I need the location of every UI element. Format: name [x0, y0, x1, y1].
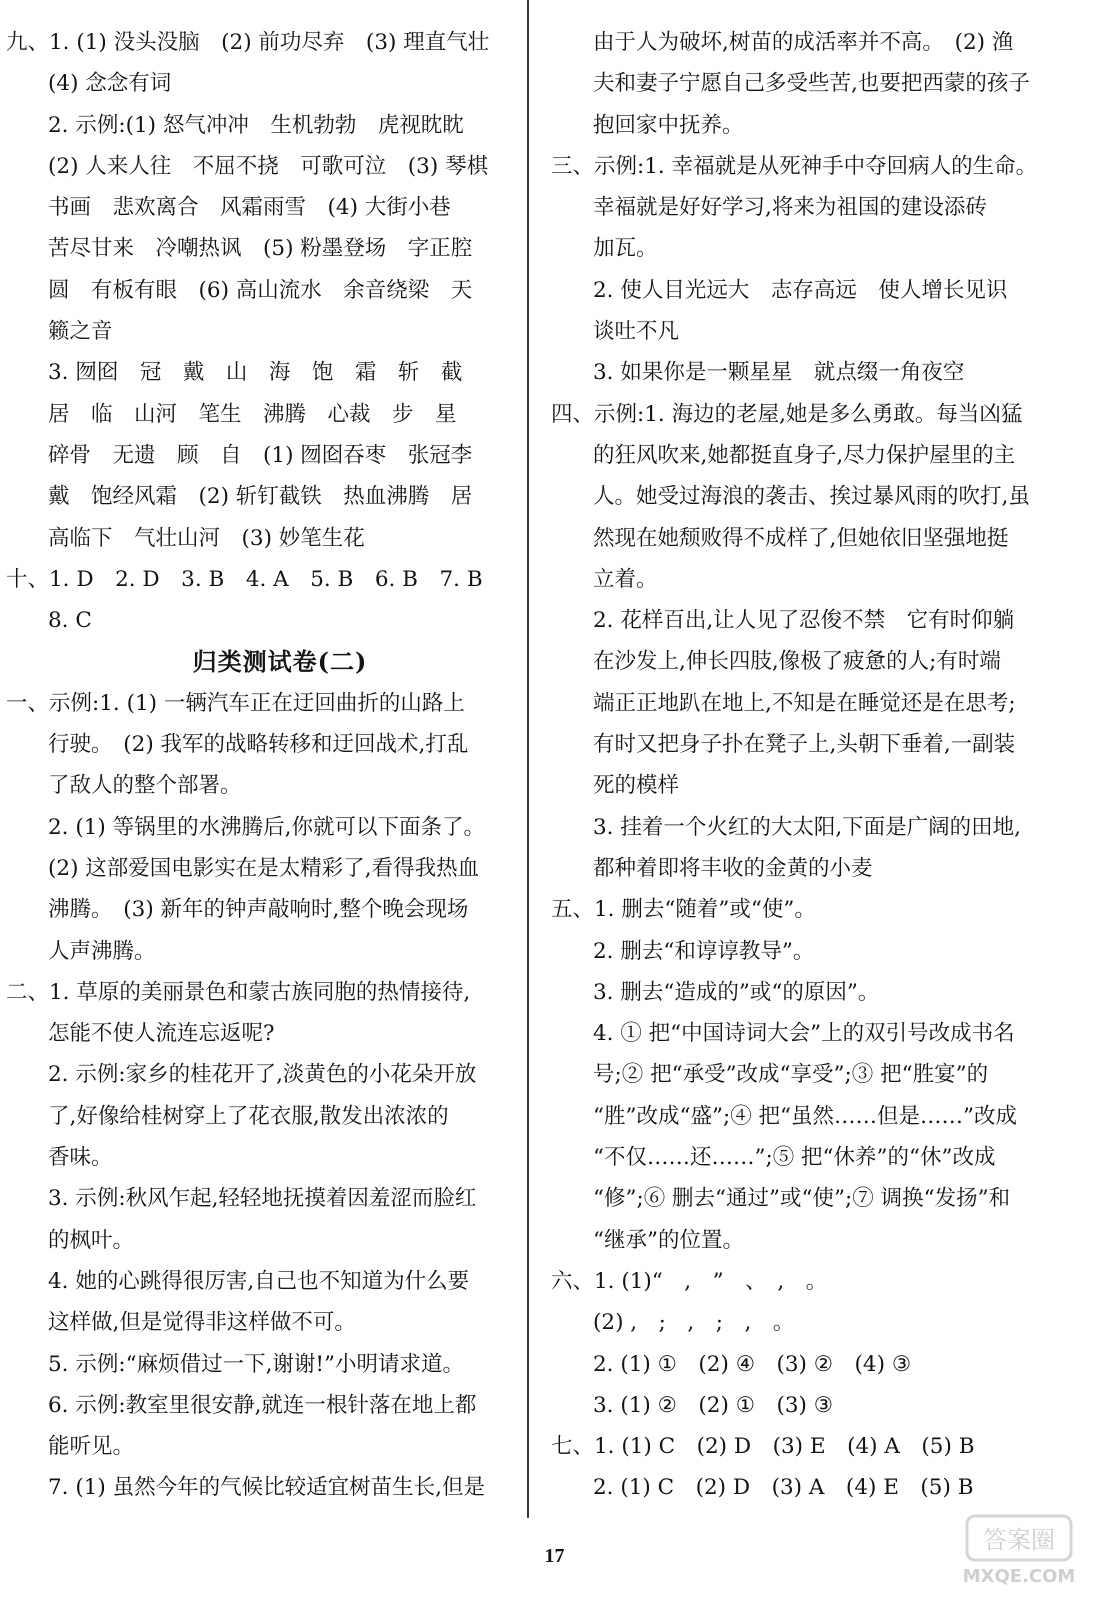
left-answer-line: 2. 示例:(1) 怒气冲冲 生机勃勃 虎视眈眈: [48, 112, 464, 138]
left-answer-line: 人声沸腾。: [48, 938, 156, 964]
right-answer-line: (2) , ; , ; , 。: [593, 1310, 795, 1336]
left-answer-line: 戴 饱经风霜 (2) 斩钉截铁 热血沸腾 居: [48, 484, 473, 510]
right-answer-line: 四、示例:1. 海边的老屋,她是多么勇敢。每当凶猛: [551, 401, 1023, 427]
left-answer-line: 九、1. (1) 没头没脑 (2) 前功尽弃 (3) 理直气壮: [6, 30, 490, 55]
watermark-logo: [963, 1510, 1075, 1590]
right-answer-line: 2. 花样百出,让人见了忍俊不禁 它有时仰躺: [593, 608, 1015, 634]
right-answer-line: 有时又把身子扑在凳子上,头朝下垂着,一副装: [593, 732, 1016, 758]
right-answer-line: 五、1. 删去“随着”或“使”。: [551, 897, 816, 923]
right-answer-line: 立着。: [593, 566, 658, 592]
left-answer-line: 碎骨 无遗 顾 自 (1) 囫囵吞枣 张冠李: [48, 442, 473, 468]
left-answer-line: 这样做,但是觉得非这样做不可。: [48, 1310, 356, 1336]
left-answer-line: 5. 示例:“麻烦借过一下,谢谢!”小明请求道。: [48, 1351, 465, 1377]
right-answer-line: 3. 如果你是一颗星星 就点缀一角夜空: [593, 360, 965, 386]
right-answer-line: 4. ① 把“中国诗词大会”上的双引号改成书名: [593, 1021, 1015, 1047]
left-answer-line: 4. 她的心跳得很厉害,自己也不知道为什么要: [48, 1268, 470, 1294]
left-column: [0, 22, 520, 1509]
right-answer-line: 的狂风吹来,她都挺直身子,尽力保护屋里的主: [593, 442, 1016, 468]
right-answer-line: 3. (1) ② (2) ① (3) ③: [593, 1392, 834, 1418]
page-number: 17: [544, 1545, 565, 1567]
left-answer-line: 行驶。 (2) 我军的战略转移和迂回战术,打乱: [48, 732, 469, 758]
right-answer-line: 幸福就是好好学习,将来为祖国的建设添砖: [593, 195, 987, 221]
left-answer-line: 十、1. D 2. D 3. B 4. A 5. B 6. B 7. B: [6, 566, 483, 592]
right-answer-line: 夫和妻子宁愿自己多受些苦,也要把西蒙的孩子: [593, 71, 1030, 97]
right-answer-line: 3. 删去“造成的”或“的原因”。: [593, 979, 880, 1005]
right-answer-line: 2. 删去“和谆谆教导”。: [593, 938, 815, 964]
right-answer-line: 谈吐不凡: [593, 319, 680, 345]
left-answer-line: 沸腾。 (3) 新年的钟声敲响时,整个晚会现场: [48, 897, 469, 923]
left-answer-line: 二、1. 草原的美丽景色和蒙古族同胞的热情接待,: [6, 979, 471, 1005]
column-divider: [527, 0, 529, 1518]
left-answer-line: 高临下 气壮山河 (3) 妙笔生花: [48, 525, 365, 551]
right-answer-line: 死的模样: [593, 773, 680, 799]
right-answer-line: 七、1. (1) C (2) D (3) E (4) A (5) B: [551, 1434, 975, 1460]
right-answer-line: “继承”的位置。: [593, 1227, 744, 1253]
left-answer-line: 8. C: [48, 608, 92, 634]
right-answer-line: 三、示例:1. 幸福就是从死神手中夺回病人的生命。: [551, 153, 1038, 179]
left-answer-line: 3. 囫囵 冠 戴 山 海 饱 霜 斩 截: [48, 360, 463, 386]
left-answer-line: (2) 人来人往 不屈不挠 可歌可泣 (3) 琴棋: [48, 153, 489, 179]
left-answer-line: (2) 这部爱国电影实在是太精彩了,看得我热血: [48, 855, 480, 881]
left-answer-line: 苦尽甘来 冷嘲热讽 (5) 粉墨登场 字正腔: [48, 236, 473, 262]
right-answer-line: 2. 使人目光远大 志存高远 使人增长见识: [593, 277, 1008, 303]
right-answer-line: “胜”改成“盛”;④ 把“虽然……但是……”改成: [593, 1103, 1018, 1129]
left-answer-line: 6. 示例:教室里很安静,就连一根针落在地上都: [48, 1392, 477, 1418]
right-answer-line: 由于人为破坏,树苗的成活率并不高。 (2) 渔: [593, 30, 1014, 55]
watermark-url: MXQE.COM: [963, 1566, 1075, 1587]
left-answer-line: 了敌人的整个部署。: [48, 773, 242, 799]
left-answer-line: 居 临 山河 笔生 沸腾 心裁 步 星: [48, 401, 457, 427]
section-heading: 归类测试卷(二): [192, 647, 368, 677]
right-answer-line: “修”;⑥ 删去“通过”或“使”;⑦ 调换“发扬”和: [593, 1186, 1011, 1212]
left-answer-line: 3. 示例:秋风乍起,轻轻地抚摸着因羞涩而脸红: [48, 1186, 477, 1212]
left-answer-line: 了,好像给桂树穿上了花衣服,散发出浓浓的: [48, 1103, 449, 1129]
left-answer-line: 怎能不使人流连忘返呢?: [48, 1021, 275, 1047]
left-answer-line: 籁之音: [48, 319, 113, 345]
left-answer-line: 2. (1) 等锅里的水沸腾后,你就可以下面条了。: [48, 814, 485, 840]
right-answer-line: 端正正地趴在地上,不知是在睡觉还是在思考;: [593, 690, 1016, 716]
left-answer-line: 书画 悲欢离合 风霜雨雪 (4) 大街小巷: [48, 195, 451, 221]
right-answer-line: 六、1. (1)“ , ” 、 , 。: [551, 1268, 828, 1294]
right-answer-line: 人。她受过海浪的袭击、挨过暴风雨的吹打,虽: [593, 484, 1030, 510]
right-answer-line: 2. (1) ① (2) ④ (3) ② (4) ③: [593, 1351, 912, 1377]
right-answer-line: 抱回家中抚养。: [593, 112, 744, 138]
right-answer-line: 号;② 把“承受”改成“享受”;③ 把“胜宴”的: [593, 1062, 989, 1088]
right-answer-line: 2. (1) C (2) D (3) A (4) E (5) B: [593, 1475, 974, 1501]
left-answer-line: (4) 念念有词: [48, 71, 172, 97]
left-answer-line: 一、示例:1. (1) 一辆汽车正在迂回曲折的山路上: [6, 690, 465, 716]
right-answer-line: 都种着即将丰收的金黄的小麦: [593, 855, 873, 881]
right-answer-line: 加瓦。: [593, 236, 658, 262]
left-answer-line: 圆 有板有眼 (6) 高山流水 余音绕梁 天: [48, 277, 473, 303]
watermark-cn: 答案圈: [983, 1526, 1055, 1554]
right-answer-line: “不仅……还……”;⑤ 把“休养”的“休”改成: [593, 1145, 996, 1171]
right-answer-line: 3. 挂着一个火红的大太阳,下面是广阔的田地,: [593, 814, 1022, 840]
right-column: [545, 22, 1090, 1509]
left-answer-line: 香味。: [48, 1145, 113, 1171]
right-answer-line: 在沙发上,伸长四肢,像极了疲惫的人;有时端: [593, 649, 1001, 675]
right-answer-line: 然现在她颓败得不成样了,但她依旧坚强地挺: [593, 525, 1009, 551]
left-answer-line: 7. (1) 虽然今年的气候比较适宜树苗生长,但是: [48, 1475, 485, 1501]
left-answer-line: 的枫叶。: [48, 1227, 135, 1253]
left-answer-line: 能听见。: [48, 1434, 135, 1460]
left-answer-line: 2. 示例:家乡的桂花开了,淡黄色的小花朵开放: [48, 1062, 477, 1088]
